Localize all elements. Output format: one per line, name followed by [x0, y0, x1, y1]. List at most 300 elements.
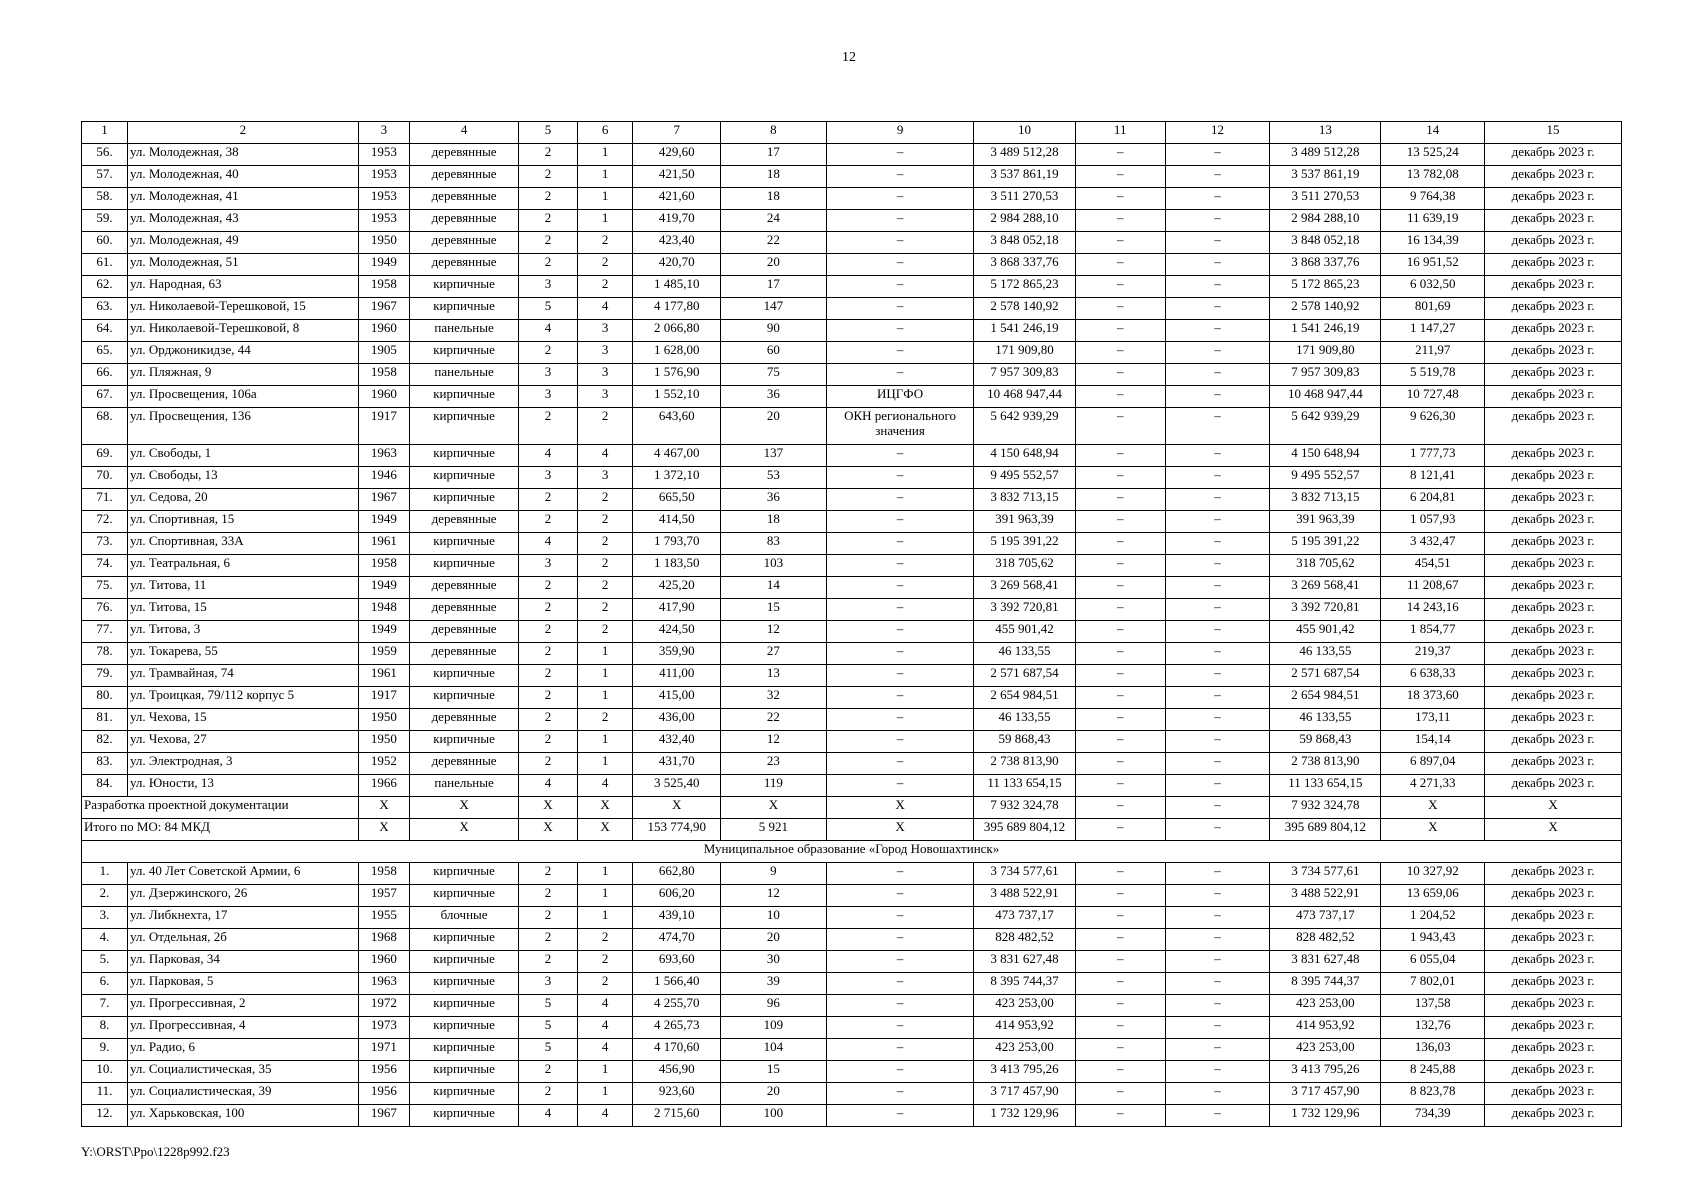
table-row	[82, 1061, 1622, 1083]
table-row	[82, 995, 1622, 1017]
table-cell: ул. Спортивная, 15	[127, 511, 358, 533]
table-cell: 1	[577, 210, 633, 232]
table-cell: –	[1075, 753, 1165, 775]
table-cell: декабрь 2023 г.	[1485, 907, 1622, 929]
table-cell: 1950	[358, 731, 409, 753]
table-cell: –	[826, 276, 973, 298]
table-cell: кирпичные	[410, 1105, 519, 1127]
table-cell: 10.	[82, 1061, 128, 1083]
table-cell: 1905	[358, 342, 409, 364]
table-cell: –	[1165, 144, 1270, 166]
table-cell: 693,60	[633, 951, 721, 973]
table-cell: 1953	[358, 188, 409, 210]
header-cell: 5	[519, 122, 578, 144]
table-cell: 2	[577, 599, 633, 621]
table-cell: 1957	[358, 885, 409, 907]
table-cell: 5 172 865,23	[1270, 276, 1381, 298]
table-cell: 20	[721, 1083, 827, 1105]
table-cell: 665,50	[633, 489, 721, 511]
table-cell: ул. Радио, 6	[127, 1039, 358, 1061]
table-cell: декабрь 2023 г.	[1485, 1105, 1622, 1127]
table-cell: 3 432,47	[1381, 533, 1485, 555]
table-cell: –	[826, 731, 973, 753]
table-cell: 4	[577, 298, 633, 320]
table-cell: 60.	[82, 232, 128, 254]
table-cell: –	[826, 555, 973, 577]
table-cell: –	[826, 533, 973, 555]
table-cell: 18	[721, 166, 827, 188]
table-cell: 104	[721, 1039, 827, 1061]
table-cell: 9.	[82, 1039, 128, 1061]
table-cell: декабрь 2023 г.	[1485, 408, 1622, 445]
table-cell: 63.	[82, 298, 128, 320]
table-cell: Х	[410, 797, 519, 819]
table-cell: ул. Театральная, 6	[127, 555, 358, 577]
table-cell: кирпичные	[410, 929, 519, 951]
table-cell: кирпичные	[410, 445, 519, 467]
table-cell: 8 121,41	[1381, 467, 1485, 489]
table-cell: 6 032,50	[1381, 276, 1485, 298]
table-cell: –	[826, 577, 973, 599]
table-cell: 2	[519, 1061, 578, 1083]
table-row	[82, 577, 1622, 599]
table-cell: –	[1075, 408, 1165, 445]
table-cell: –	[1165, 863, 1270, 885]
table-cell: деревянные	[410, 621, 519, 643]
table-cell: ул. Просвещения, 106а	[127, 386, 358, 408]
table-cell: 14	[721, 577, 827, 599]
table-cell: –	[1165, 254, 1270, 276]
table-cell: 3 831 627,48	[1270, 951, 1381, 973]
table-cell: –	[1165, 232, 1270, 254]
table-cell: 1.	[82, 863, 128, 885]
table-cell: 153 774,90	[633, 819, 721, 841]
table-cell: Х	[358, 797, 409, 819]
table-cell: кирпичные	[410, 1017, 519, 1039]
table-cell: кирпичные	[410, 386, 519, 408]
table-cell: 3 489 512,28	[1270, 144, 1381, 166]
table-cell: 454,51	[1381, 555, 1485, 577]
table-cell: 1 777,73	[1381, 445, 1485, 467]
table-cell: Х	[577, 797, 633, 819]
table-cell: декабрь 2023 г.	[1485, 929, 1622, 951]
table-cell: 2	[519, 753, 578, 775]
table-cell: кирпичные	[410, 276, 519, 298]
table-cell: 2	[577, 232, 633, 254]
table-cell: –	[1075, 276, 1165, 298]
table-cell: 4 467,00	[633, 445, 721, 467]
table-cell: 1946	[358, 467, 409, 489]
table-cell: 78.	[82, 643, 128, 665]
table-cell: 3	[519, 276, 578, 298]
table-cell: ул. Седова, 20	[127, 489, 358, 511]
table-cell: 3	[519, 467, 578, 489]
table-cell: 4	[519, 1105, 578, 1127]
table-cell: 1952	[358, 753, 409, 775]
table-cell: декабрь 2023 г.	[1485, 1061, 1622, 1083]
table-cell: кирпичные	[410, 408, 519, 445]
table-row	[82, 885, 1622, 907]
table-cell: –	[1075, 1105, 1165, 1127]
table-cell: –	[1165, 687, 1270, 709]
table-cell: –	[826, 753, 973, 775]
table-cell: кирпичные	[410, 298, 519, 320]
table-cell: 3 392 720,81	[974, 599, 1076, 621]
table-cell: декабрь 2023 г.	[1485, 144, 1622, 166]
table-cell: 2 066,80	[633, 320, 721, 342]
table-cell: кирпичные	[410, 489, 519, 511]
table-cell: –	[826, 709, 973, 731]
table-cell: 13 782,08	[1381, 166, 1485, 188]
table-row	[82, 467, 1622, 489]
table-cell: 4 177,80	[633, 298, 721, 320]
table-cell: 5	[519, 298, 578, 320]
table-cell: кирпичные	[410, 1039, 519, 1061]
table-cell: 147	[721, 298, 827, 320]
table-cell: –	[826, 907, 973, 929]
table-cell: –	[1165, 577, 1270, 599]
table-cell: –	[1165, 298, 1270, 320]
table-row	[82, 621, 1622, 643]
table-cell: Итого по МО: 84 МКД	[82, 819, 359, 841]
table-row	[82, 709, 1622, 731]
table-cell: 2	[519, 643, 578, 665]
table-cell: ул. Парковая, 34	[127, 951, 358, 973]
table-cell: –	[1075, 254, 1165, 276]
table-cell: 9 495 552,57	[974, 467, 1076, 489]
table-cell: декабрь 2023 г.	[1485, 885, 1622, 907]
table-cell: 411,00	[633, 665, 721, 687]
table-cell: ул. Прогрессивная, 2	[127, 995, 358, 1017]
table-cell: 1960	[358, 951, 409, 973]
table-cell: 5	[519, 1039, 578, 1061]
table-cell: ул. Трамвайная, 74	[127, 665, 358, 687]
table-cell: –	[826, 1039, 973, 1061]
table-cell: Х	[410, 819, 519, 841]
table-cell: –	[1075, 643, 1165, 665]
table-row	[82, 863, 1622, 885]
table-row	[82, 320, 1622, 342]
table-cell: 82.	[82, 731, 128, 753]
header-cell: 11	[1075, 122, 1165, 144]
table-cell: 90	[721, 320, 827, 342]
table-cell: кирпичные	[410, 533, 519, 555]
table-cell: деревянные	[410, 753, 519, 775]
table-cell: 1963	[358, 445, 409, 467]
table-cell: 109	[721, 1017, 827, 1039]
section-title: Муниципальное образование «Город Новошахтинск»	[82, 841, 1622, 863]
table-cell: –	[1165, 731, 1270, 753]
table-cell: 36	[721, 489, 827, 511]
table-cell: 1953	[358, 166, 409, 188]
table-cell: –	[826, 320, 973, 342]
table-cell: 10 727,48	[1381, 386, 1485, 408]
table-row	[82, 929, 1622, 951]
table-cell: 11 208,67	[1381, 577, 1485, 599]
table-cell: 923,60	[633, 1083, 721, 1105]
table-cell: –	[826, 188, 973, 210]
table-cell: –	[1075, 797, 1165, 819]
table-cell: 828 482,52	[974, 929, 1076, 951]
table-cell: –	[1165, 511, 1270, 533]
table-cell: –	[1075, 232, 1165, 254]
table-cell: 72.	[82, 511, 128, 533]
table-cell: 8 395 744,37	[974, 973, 1076, 995]
table-cell: Х	[826, 797, 973, 819]
section-header-row	[82, 841, 1622, 863]
table-cell: ул. Электродная, 3	[127, 753, 358, 775]
header-cell: 3	[358, 122, 409, 144]
table-cell: ул. Титова, 15	[127, 599, 358, 621]
table-cell: 17	[721, 144, 827, 166]
table-cell: 3	[577, 364, 633, 386]
table-cell: 154,14	[1381, 731, 1485, 753]
table-cell: 1956	[358, 1061, 409, 1083]
table-cell: 136,03	[1381, 1039, 1485, 1061]
table-cell: –	[1075, 709, 1165, 731]
table-cell: 132,76	[1381, 1017, 1485, 1039]
table-cell: ул. Социалистическая, 39	[127, 1083, 358, 1105]
table-cell: декабрь 2023 г.	[1485, 364, 1622, 386]
table-row	[82, 1083, 1622, 1105]
table-cell: 1	[577, 731, 633, 753]
table-cell: 2	[519, 210, 578, 232]
table-cell: 801,69	[1381, 298, 1485, 320]
table-cell: Х	[519, 797, 578, 819]
file-path-footer: Y:\ORST\Ppo\1228p992.f23	[81, 1144, 230, 1159]
table-cell: 2	[519, 342, 578, 364]
table-cell: –	[1075, 1083, 1165, 1105]
table-cell: –	[826, 1061, 973, 1083]
table-cell: 1 485,10	[633, 276, 721, 298]
table-cell: 3	[577, 320, 633, 342]
table-cell: 11 133 654,15	[974, 775, 1076, 797]
table-cell: 3	[577, 342, 633, 364]
table-cell: –	[826, 863, 973, 885]
table-cell: –	[1165, 1105, 1270, 1127]
table-cell: 22	[721, 709, 827, 731]
table-cell: –	[1165, 819, 1270, 841]
table-cell: –	[1075, 885, 1165, 907]
table-cell: 3 868 337,76	[1270, 254, 1381, 276]
table-cell: 1958	[358, 555, 409, 577]
table-cell: 2	[519, 709, 578, 731]
table-cell: 420,70	[633, 254, 721, 276]
table-cell: декабрь 2023 г.	[1485, 709, 1622, 731]
table-cell: –	[1075, 1017, 1165, 1039]
table-cell: 662,80	[633, 863, 721, 885]
table-cell: деревянные	[410, 599, 519, 621]
table-cell: –	[1165, 364, 1270, 386]
table-cell: 1963	[358, 973, 409, 995]
table-cell: декабрь 2023 г.	[1485, 467, 1622, 489]
table-cell: 11.	[82, 1083, 128, 1105]
table-cell: 11 133 654,15	[1270, 775, 1381, 797]
table-cell: кирпичные	[410, 665, 519, 687]
table-cell: 1949	[358, 577, 409, 599]
table-cell: –	[1075, 489, 1165, 511]
table-cell: –	[1165, 1061, 1270, 1083]
table-cell: декабрь 2023 г.	[1485, 951, 1622, 973]
table-cell: 3 831 627,48	[974, 951, 1076, 973]
table-cell: 417,90	[633, 599, 721, 621]
table-cell: 4	[577, 1039, 633, 1061]
table-cell: 1948	[358, 599, 409, 621]
table-cell: декабрь 2023 г.	[1485, 753, 1622, 775]
table-cell: 8 395 744,37	[1270, 973, 1381, 995]
table-cell: –	[1075, 342, 1165, 364]
table-row	[82, 775, 1622, 797]
table-cell: 3 488 522,91	[974, 885, 1076, 907]
table-cell: –	[1075, 320, 1165, 342]
page-number: 12	[842, 50, 856, 65]
table-row	[82, 555, 1622, 577]
table-cell: ИЦГФО	[826, 386, 973, 408]
table-cell: деревянные	[410, 511, 519, 533]
table-cell: 11 639,19	[1381, 210, 1485, 232]
table-cell: –	[826, 643, 973, 665]
table-cell: 2	[577, 555, 633, 577]
header-cell: 8	[721, 122, 827, 144]
table-cell: 1 372,10	[633, 467, 721, 489]
table-cell: –	[1165, 467, 1270, 489]
table-cell: 7 802,01	[1381, 973, 1485, 995]
table-cell: 474,70	[633, 929, 721, 951]
table-cell: 4	[577, 445, 633, 467]
table-row	[82, 753, 1622, 775]
table-cell: 46 133,55	[974, 643, 1076, 665]
table-cell: 1	[577, 863, 633, 885]
table-cell: ул. Молодежная, 41	[127, 188, 358, 210]
table-cell: 2	[519, 621, 578, 643]
table-cell: 9 626,30	[1381, 408, 1485, 445]
table-cell: декабрь 2023 г.	[1485, 973, 1622, 995]
table-cell: 2	[577, 408, 633, 445]
table-cell: деревянные	[410, 232, 519, 254]
table-cell: –	[826, 951, 973, 973]
table-row	[82, 1039, 1622, 1061]
table-cell: 429,60	[633, 144, 721, 166]
table-cell: 2	[577, 621, 633, 643]
table-cell: –	[826, 973, 973, 995]
table-cell: 395 689 804,12	[974, 819, 1076, 841]
table-cell: 1 576,90	[633, 364, 721, 386]
table-cell: 219,37	[1381, 643, 1485, 665]
table-cell: 20	[721, 929, 827, 951]
table-cell: 2	[577, 951, 633, 973]
table-cell: –	[1165, 665, 1270, 687]
table-cell: Х	[1485, 819, 1622, 841]
table-cell: 3	[577, 467, 633, 489]
table-cell: 2 654 984,51	[974, 687, 1076, 709]
table-cell: ОКН регионального значения	[826, 408, 973, 445]
table-cell: 1956	[358, 1083, 409, 1105]
table-cell: 1967	[358, 298, 409, 320]
table-cell: 7 957 309,83	[974, 364, 1076, 386]
table-cell: Х	[721, 797, 827, 819]
table-cell: декабрь 2023 г.	[1485, 188, 1622, 210]
table-cell: ул. Спортивная, 33А	[127, 533, 358, 555]
table-cell: 17	[721, 276, 827, 298]
table-cell: 2	[519, 665, 578, 687]
table-cell: –	[1075, 210, 1165, 232]
table-cell: –	[1075, 907, 1165, 929]
table-cell: –	[1165, 555, 1270, 577]
table-cell: 30	[721, 951, 827, 973]
table-cell: ул. Чехова, 27	[127, 731, 358, 753]
table-cell: –	[1075, 621, 1165, 643]
table-cell: 3	[519, 555, 578, 577]
table-cell: –	[1075, 665, 1165, 687]
table-cell: 5	[519, 995, 578, 1017]
table-cell: 16 134,39	[1381, 232, 1485, 254]
table-row	[82, 511, 1622, 533]
table-cell: деревянные	[410, 210, 519, 232]
table-cell: 137	[721, 445, 827, 467]
table-cell: 2	[577, 577, 633, 599]
table-cell: декабрь 2023 г.	[1485, 643, 1622, 665]
table-cell: 1950	[358, 232, 409, 254]
table-cell: 1973	[358, 1017, 409, 1039]
table-cell: 1949	[358, 511, 409, 533]
table-cell: –	[1075, 386, 1165, 408]
table-cell: 71.	[82, 489, 128, 511]
table-cell: 3 511 270,53	[1270, 188, 1381, 210]
table-cell: 3 489 512,28	[974, 144, 1076, 166]
table-cell: 4	[519, 775, 578, 797]
table-cell: 2	[577, 973, 633, 995]
table-cell: 1 541 246,19	[1270, 320, 1381, 342]
table-cell: –	[1075, 599, 1165, 621]
table-cell: 58.	[82, 188, 128, 210]
table-cell: 2	[577, 709, 633, 731]
table-cell: 3 717 457,90	[974, 1083, 1076, 1105]
table-cell: ул. Молодежная, 38	[127, 144, 358, 166]
table-cell: 1966	[358, 775, 409, 797]
table-cell: 2	[519, 907, 578, 929]
table-cell: 1	[577, 687, 633, 709]
table-cell: ул. Титова, 11	[127, 577, 358, 599]
table-cell: 2	[519, 489, 578, 511]
table-cell: 12	[721, 731, 827, 753]
table-cell: 4 265,73	[633, 1017, 721, 1039]
table-cell: декабрь 2023 г.	[1485, 1083, 1622, 1105]
table-cell: 3 848 052,18	[1270, 232, 1381, 254]
table-cell: –	[826, 254, 973, 276]
table-cell: 67.	[82, 386, 128, 408]
table-cell: 828 482,52	[1270, 929, 1381, 951]
table-cell: 414 953,92	[974, 1017, 1076, 1039]
table-cell: 1	[577, 907, 633, 929]
table-cell: 3 832 713,15	[1270, 489, 1381, 511]
table-cell: 2	[519, 1083, 578, 1105]
table-cell: 1 552,10	[633, 386, 721, 408]
table-row	[82, 687, 1622, 709]
table-cell: декабрь 2023 г.	[1485, 577, 1622, 599]
table-row	[82, 210, 1622, 232]
table-row	[82, 144, 1622, 166]
table-cell: 83.	[82, 753, 128, 775]
table-cell: –	[1165, 342, 1270, 364]
table-cell: 3 537 861,19	[974, 166, 1076, 188]
table-cell: 2	[519, 577, 578, 599]
table-cell: ул. Юности, 13	[127, 775, 358, 797]
table-cell: –	[1165, 775, 1270, 797]
table-cell: Х	[1381, 819, 1485, 841]
table-cell: Х	[577, 819, 633, 841]
header-cell: 10	[974, 122, 1076, 144]
table-cell: декабрь 2023 г.	[1485, 621, 1622, 643]
